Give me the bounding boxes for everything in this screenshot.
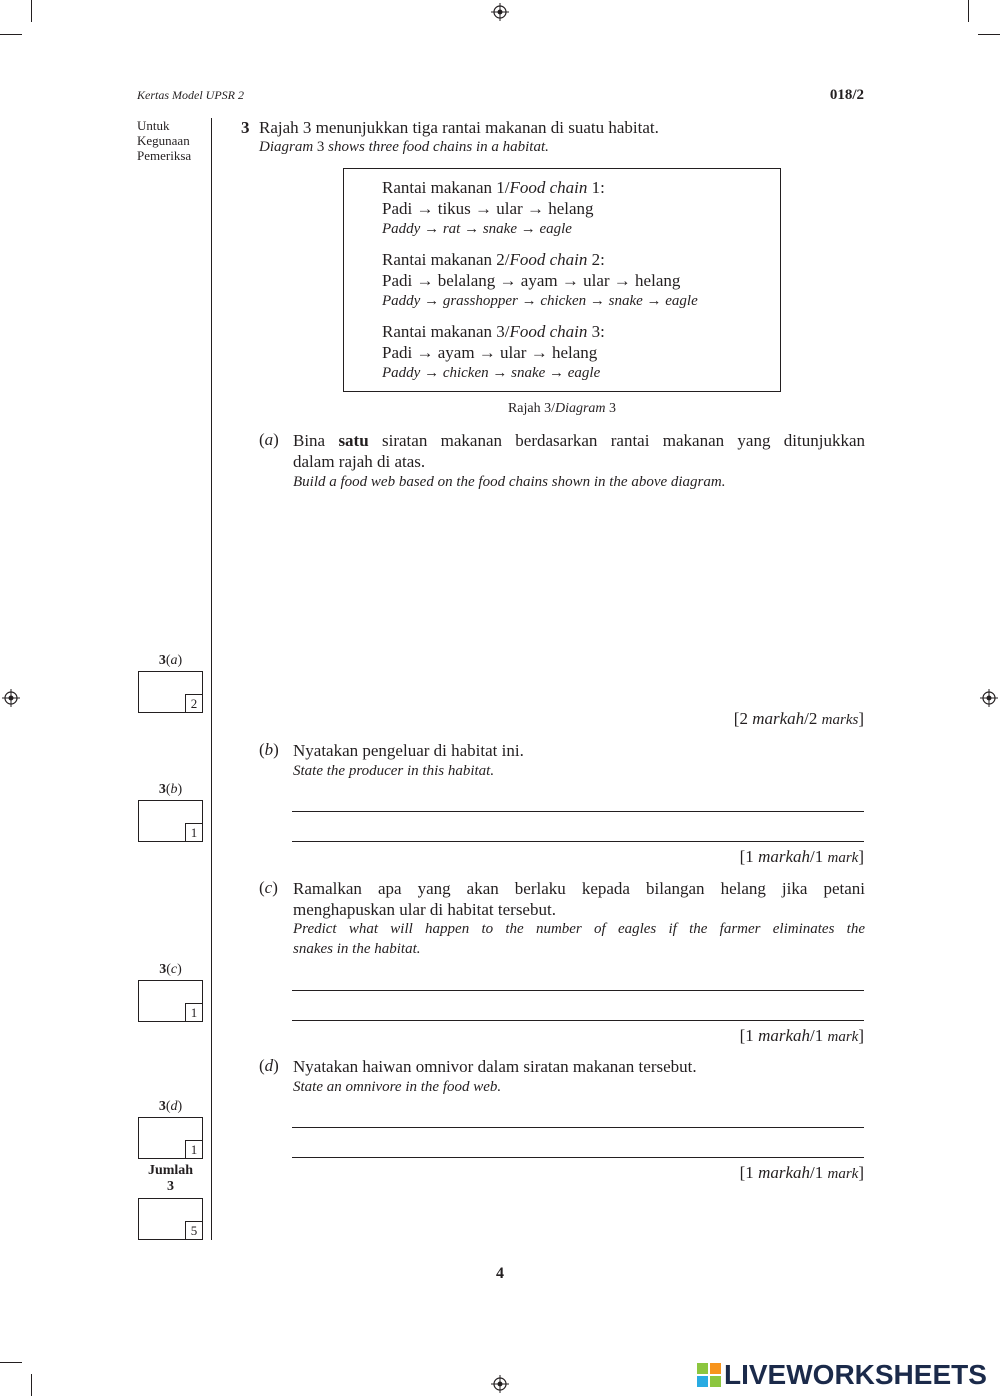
- crop-mark-top-right-v: [968, 0, 969, 22]
- score-label-3c: 3(c): [159, 962, 182, 977]
- registration-mark-bottom-icon: [491, 1375, 509, 1393]
- part-d-question-en: State an omnivore in the food web.: [293, 1079, 502, 1095]
- food-chain-2: Rantai makanan 2/Food chain 2: Padi → belalang → ayam → ular → helang Paddy → grasshopper → chicken → snake → eagle: [382, 250, 698, 309]
- examiner-use-label: Untuk Kegunaan Pemeriksa: [137, 118, 192, 163]
- part-d-label: (d): [259, 1056, 279, 1075]
- part-b-question-ms: Nyatakan pengeluar di habitat ini.: [293, 741, 524, 760]
- part-c-answer-line-1[interactable]: [292, 990, 864, 991]
- diagram-caption: Rajah 3/Diagram 3: [507, 401, 617, 416]
- score-box-3b[interactable]: [138, 800, 203, 842]
- score-label-3a: 3(a): [158, 653, 183, 668]
- liveworksheets-logo: LIVEWORKSHEETS: [697, 1359, 987, 1391]
- food-web-answer-area[interactable]: [292, 500, 864, 700]
- part-c-marks: [1 markah/1 mark]: [739, 1026, 864, 1045]
- registration-mark-top-icon: [491, 3, 509, 21]
- crop-mark-bottom-left-v: [31, 1374, 32, 1396]
- part-a-question-ms: Bina satu siratan makanan berdasarkan rantai makanan yang ditunjukkan dalam rajah di atas.: [293, 431, 866, 471]
- crop-mark-top-left-h: [0, 34, 22, 35]
- score-box-3d[interactable]: [138, 1117, 203, 1159]
- food-chain-3: Rantai makanan 3/Food chain 3: Padi → ayam → ular → helang Paddy → chicken → snake → eagle: [382, 322, 605, 381]
- crop-mark-top-right-h: [978, 34, 1000, 35]
- part-a-question-en: Build a food web based on the food chains shown in the above diagram.: [293, 474, 726, 490]
- total-label: Jumlah 3: [147, 1163, 194, 1194]
- score-box-total[interactable]: [138, 1198, 203, 1240]
- score-label-3b: 3(b): [158, 782, 183, 797]
- part-c-question-ms: Ramalkan apa yang akan berlaku kepada bilangan helang jika petani menghapuskan ular di habitat tersebut.: [293, 879, 865, 919]
- part-d-answer-line-2[interactable]: [292, 1157, 864, 1158]
- question-number: 3: [241, 118, 250, 137]
- part-a-label: (a): [259, 430, 279, 449]
- part-a-marks: [2 markah/2 marks]: [733, 709, 864, 728]
- question-intro-en: Diagram 3 shows three food chains in a habitat.: [259, 139, 549, 155]
- food-chain-1: Rantai makanan 1/Food chain 1: Padi → tikus → ular → helang Paddy → rat → snake → eagle: [382, 178, 605, 237]
- part-b-label: (b): [259, 740, 279, 759]
- part-c-question-en: Predict what will happen to the number of eagles if the farmer eliminates the snakes in the habitat.: [293, 921, 865, 957]
- score-box-3a[interactable]: [138, 671, 203, 713]
- score-box-3c[interactable]: [138, 980, 203, 1022]
- part-b-answer-line-2[interactable]: [292, 841, 864, 842]
- question-intro-ms: Rajah 3 menunjukkan tiga rantai makanan di suatu habitat.: [259, 118, 659, 137]
- paper-code: 018/2: [829, 87, 864, 103]
- part-d-question-ms: Nyatakan haiwan omnivor dalam siratan makanan tersebut.: [293, 1057, 697, 1076]
- crop-mark-top-left-v: [31, 0, 32, 22]
- score-max-3c: 1: [185, 1003, 203, 1022]
- food-chain-diagram: [343, 168, 781, 392]
- part-b-question-en: State the producer in this habitat.: [293, 763, 495, 779]
- score-max-total: 5: [185, 1221, 203, 1240]
- part-b-marks: [1 markah/1 mark]: [739, 847, 864, 866]
- live-badge-icon: [697, 1363, 721, 1387]
- registration-mark-left-icon: [2, 689, 20, 707]
- score-max-3b: 1: [185, 823, 203, 842]
- registration-mark-right-icon: [980, 689, 998, 707]
- score-max-3d: 1: [185, 1140, 203, 1159]
- margin-divider: [211, 118, 212, 1240]
- part-d-marks: [1 markah/1 mark]: [739, 1163, 864, 1182]
- part-b-answer-line-1[interactable]: [292, 811, 864, 812]
- part-c-answer-line-2[interactable]: [292, 1020, 864, 1021]
- score-max-3a: 2: [185, 694, 203, 713]
- part-c-label: (c): [259, 878, 278, 897]
- paper-title: Kertas Model UPSR 2: [137, 88, 244, 102]
- page-number: 4: [496, 1265, 504, 1282]
- crop-mark-bottom-left-h: [0, 1362, 22, 1363]
- score-label-3d: 3(d): [158, 1099, 183, 1114]
- part-d-answer-line-1[interactable]: [292, 1127, 864, 1128]
